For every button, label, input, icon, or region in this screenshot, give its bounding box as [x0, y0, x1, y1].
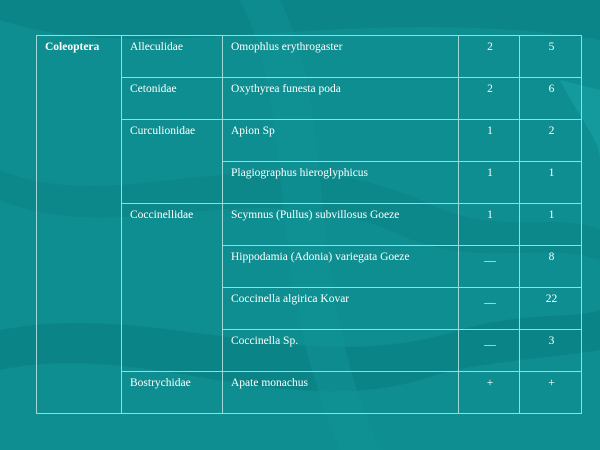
- count-cell-1: __: [459, 288, 520, 330]
- species-table: [36, 35, 582, 414]
- count-cell-2: 8: [520, 246, 582, 288]
- count-cell-1: __: [459, 330, 520, 372]
- family-cell: Bostrychidae: [122, 372, 223, 414]
- order-cell: Coleoptera: [37, 36, 122, 414]
- family-cell: Curculionidae: [122, 120, 223, 204]
- count-cell-2: 6: [520, 78, 582, 120]
- count-cell-1: 2: [459, 36, 520, 78]
- count-cell-1: +: [459, 372, 520, 414]
- count-cell-2: 22: [520, 288, 582, 330]
- species-cell: Coccinella Sp.: [223, 330, 459, 372]
- count-cell-2: 1: [520, 204, 582, 246]
- species-cell: Oxythyrea funesta poda: [223, 78, 459, 120]
- species-cell: Apate monachus: [223, 372, 459, 414]
- count-cell-2: 3: [520, 330, 582, 372]
- count-cell-1: __: [459, 246, 520, 288]
- species-cell: Omophlus erythrogaster: [223, 36, 459, 78]
- family-cell: Alleculidae: [122, 36, 223, 78]
- count-cell-1: 2: [459, 78, 520, 120]
- count-cell-1: 1: [459, 120, 520, 162]
- species-cell: Hippodamia (Adonia) variegata Goeze: [223, 246, 459, 288]
- count-cell-1: 1: [459, 204, 520, 246]
- count-cell-2: 2: [520, 120, 582, 162]
- species-cell: Scymnus (Pullus) subvillosus Goeze: [223, 204, 459, 246]
- species-cell: Coccinella algirica Kovar: [223, 288, 459, 330]
- count-cell-1: 1: [459, 162, 520, 204]
- family-cell: Cetonidae: [122, 78, 223, 120]
- count-cell-2: 1: [520, 162, 582, 204]
- species-cell: Plagiographus hieroglyphicus: [223, 162, 459, 204]
- species-cell: Apion Sp: [223, 120, 459, 162]
- count-cell-2: +: [520, 372, 582, 414]
- table-row: [37, 36, 582, 78]
- family-cell: Coccinellidae: [122, 204, 223, 372]
- count-cell-2: 5: [520, 36, 582, 78]
